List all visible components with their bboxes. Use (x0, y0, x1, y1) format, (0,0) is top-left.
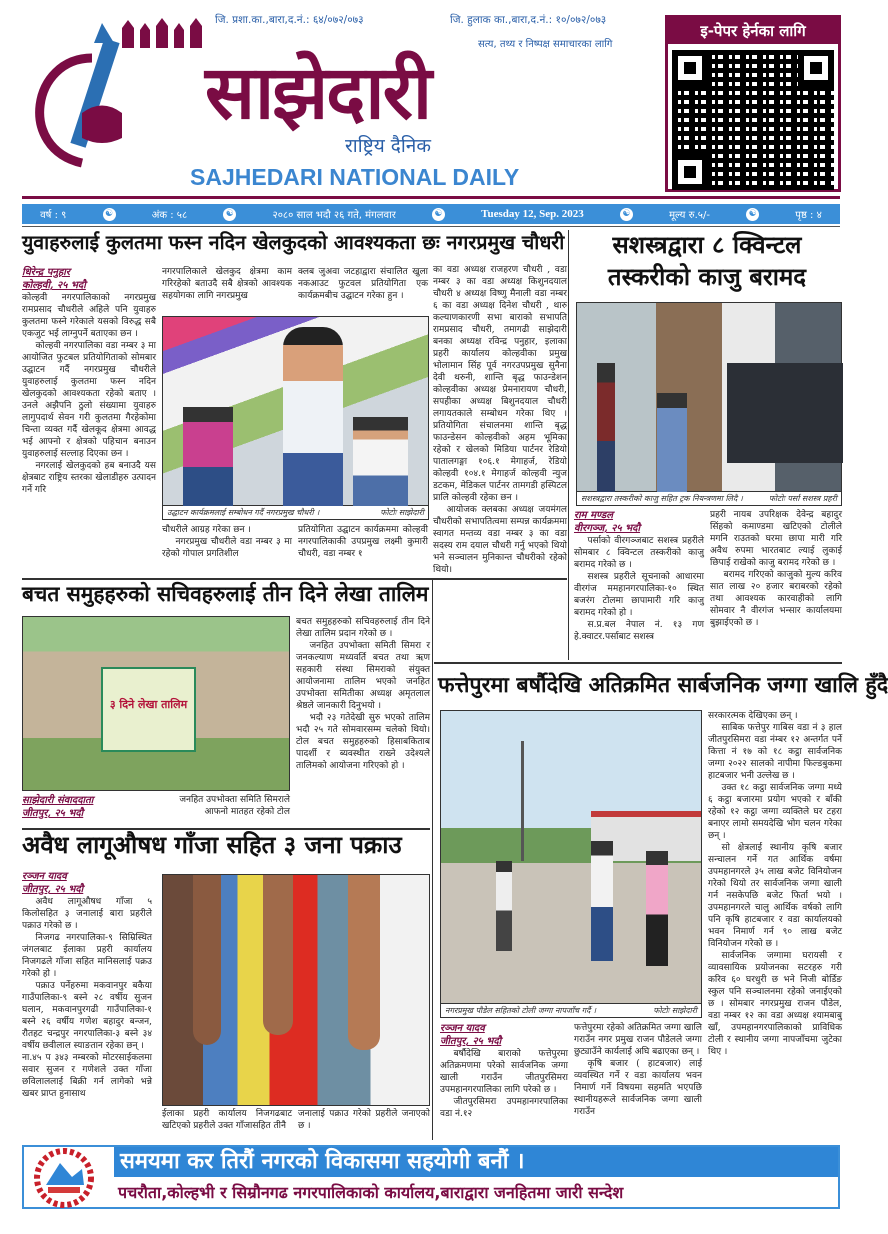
yin-yang-icon: ☯ (620, 208, 633, 221)
dateline: जीतपुर, २५ भदौ (22, 884, 84, 895)
horizontal-divider (22, 578, 567, 580)
page-number: पृष्ठ : ४ (795, 210, 822, 221)
column-1: राम मण्डल वीरगञ्ज, २५ भदौ पर्साको वीरगञ्जबाट सशस्त्र प्रहरीले सोमबार ८ क्विन्टल तस्करीको काजु बरामद गरेको छ । सशस्त्र प्रहरीले सूचनाको आधारमा वीरगंज ममहानगरपालिका-१० स्थित बजरंग टोलमा छापामारी गरि काजु बरामद गरेको हो । स.प्र.बल नेपाल नं. १३ गण हे.क्वाटर.पर्साबाट सशस्त्र (574, 510, 704, 642)
headline-line-2[interactable]: तस्करीको काजु बरामद (607, 263, 807, 291)
byline: रञ्जन यादव (440, 1023, 485, 1034)
column-1: रञ्जन यादव जीतपुर, २५ भदौ अवैध लागूऔषध गाँजा ५ किलोसहित ३ जनालाई बारा प्रहरीले पक्राउ गरेको छ । निजगढ नगरपालिका-९ सिम्रिस्थित जंगलबाट ईलाका प्रहरी कार्यालय निजगढले गाँजा सहित मानिसलाई पक्रउ गरेको हो । पक्राउ पर्नेहरुमा मकवानपुर बकैया गाउँपालिका-९ बस्ने २८ वर्षीय सुजन घलान, मकवानपुरगढी गाउँपालिका-१ बस्ने २६ वर्षीय गणेश बहादुर बन्जन, रौतहट चन्द्रपुर नगरपालिका-३ बस्ने ३४ वर्षीय छवीलाल स्याङतान रहेका छन् । ना.४५ प ३४३ नम्बरको मोटरसाईकलमा सवार सुजन र गणेशले उक्त गाँजा छविलाललाई बिक्री गर्न लागेको भन्ने खबर प्राप्त हुनासाथ (22, 871, 152, 1099)
column-3-bottom: प्रतियोगिता उद्घाटन कार्यक्रममा कोल्हवी नगरपालिकाकी उपप्रमुख लक्ष्मी कुमारी चौधरी, वडा नम्बर १ (298, 525, 428, 559)
price: मूल्य रु.५/- (669, 210, 710, 221)
byline: साझेदारी संवाददाता (22, 795, 94, 806)
byline: धिरेन्द्र पनुहार (22, 267, 70, 278)
photo-credit: फोटोः साझेदारी (380, 508, 424, 517)
issue-info-bar (22, 202, 840, 224)
photo-credit: फोटोः पर्सा सशस्त्र प्रहरी (768, 494, 837, 503)
issue: अंक : ५८ (151, 210, 188, 221)
vertical-divider (432, 580, 433, 1140)
column-2-bottom: चौधरीले आग्रह गरेका छन । नगरप्रमुख चौधरीले वडा नम्बर ३ मा रहेको गोपाल प्रगतिशील (162, 525, 292, 559)
story-cashew-seizure[interactable] (572, 230, 842, 660)
newspaper-title-logo: साझेदारी (205, 50, 431, 136)
municipality-tax-ad-banner (22, 1145, 840, 1209)
vertical-divider (568, 230, 569, 660)
dateline: जीतपुर, २५ भदौ (22, 808, 84, 819)
photo-credit: फोटोः साझेदारी (653, 1006, 697, 1015)
photo-land-survey (440, 710, 702, 1004)
pen-hand-logo-icon (22, 18, 212, 168)
english-title: SAJHEDARI NATIONAL DAILY (190, 164, 520, 190)
column-4: का वडा अध्यक्ष राजहरण चौधरी , वडा नम्बर ३ का वडा अध्यक्ष किशुनदयाल चौधरी ४ अध्यक्ष विष्णु मैनाली वडा नम्बर ६ का वडा अध्यक्ष दिनेश चौधरी , थारु कल्याणकारणी सभा बाराको सभापति रामप्रसाद चौधरी, तमागढी साझेदारी बनका अध्यक्ष रविन्द्र पनुहार, इलाका प्रहरी कार्यालय कोल्हवीका प्रमुख भोलामान सिंह पूर्व नगरउपप्रमुख सुनैना देवी थरुनी, शान्ति बृद्ध फाउन्डेशन कोल्हवीका अध्यक्ष प्रेमनारायण चौधरी, सपहीका अध्यक्ष बिशुनदयाल चौधरी लगायतकाले सम्बोधन गरेका थिए । प्रतियोगिता संचालनमा शान्ति बृद्ध फाउन्डेसन कोल्हवीको अहम भूमिका रहेको र खेलको मिडिया पार्टनर रेडियो पातालगङ्गा १०६.१ मेगाहर्ज, रेडियो कोल्हवी १०४.१ मेगाहर्ज कोल्हवी न्युज डटकम, मेडिकल पार्टनर तामगडी हस्पिटल प्रालि कोल्हवी रहेका छन । आयोजक क्लबका अध्यक्ष जयमंगल चौधरीको सभापतित्वमा सम्पन्न कार्यक्रममा स्वागत मन्तव्य वडा नम्बर ३ का वडा सदस्य राम दयाल चौधरी गर्नु भएको थियो भने सञ्चालन मुनिकान्त चौधरीको रहेको थियो। (433, 265, 567, 575)
story-accounting-training[interactable] (22, 582, 430, 827)
yin-yang-icon: ☯ (432, 208, 445, 221)
headline[interactable]: फत्तेपुरमा बर्षौदेखि अतिक्रमित सार्बजनिक जग्गा खालि हुँदै (438, 673, 888, 698)
masthead (0, 0, 860, 200)
headline[interactable]: अवैध लागूऔषध गाँजा सहित ३ जना पक्राउ (22, 831, 402, 859)
horizontal-divider (22, 828, 430, 830)
photo-caption: उद्घाटन कार्यक्रमलाई सम्बोधन गर्दै नगरप्रमुख चौधरी । फोटोः साझेदारी (162, 506, 429, 520)
column-1: रञ्जन यादव जीतपुर, २५ भदौ बर्षौदेखि बाराको फत्तेपुरमा अतिक्रमणमा परेको सार्वजनिक जग्गा खाली गराउँन जीतपुरसिमरा उपमहानगरपालिका लागि परेको छ । जीतपुरसिमरा उपमहानगरपालिका वडा नं.१२ (440, 1023, 568, 1119)
story-fattepur-land[interactable] (434, 662, 888, 1140)
masthead-rule (22, 196, 840, 199)
headline-line-1[interactable]: सशस्त्रद्वारा ८ क्विन्टल (612, 231, 802, 259)
headline[interactable]: बचत समुहहरुको सचिवहरुलाई तीन दिने लेखा तालिम (22, 582, 429, 606)
byline: राम मण्डल (574, 510, 614, 521)
photo-caption: सशस्त्रद्वारा तस्करीको काजु सहित ट्रक नियन्त्रणमा लिदै । फोटोः पर्सा सशस्त्र प्रहरी (576, 492, 842, 506)
story-football-article[interactable] (22, 230, 567, 578)
subtitle: राष्ट्रिय दैनिक (345, 135, 431, 157)
epaper-label: इ-पेपर हेर्नका लागि (668, 18, 838, 44)
photo-training-group (22, 616, 290, 791)
qr-code-icon[interactable] (672, 50, 834, 190)
column-2: ईलाका प्रहरी कार्यालय निजगढबाट खटिएको प्रहरीले उक्त गाँजासहित तीनै (162, 1109, 292, 1131)
column-2: प्रहरी नायब उपरिक्षक देवेन्द्र बहादुर सिंहको कमाण्डमा खटिएको टोलीले मगनि राउतको घरमा छापा मारी गरि अवैध रुपमा भारतबाट ल्याई लुकाई छिपाई राखेको काजु बरामद गरेको छ । बरामद गरिएको काजुको मुल्य करिव सात लाख २० हजार बराबरको रहेको तथा आवश्यक कारवाहीको लागि सोमवार नै वीरगंज भन्सार कार्यालयमा बुझाईएको छ । (710, 510, 842, 628)
yin-yang-icon: ☯ (223, 208, 236, 221)
dateline: जीतपुर, २५ भदौ (440, 1036, 502, 1047)
banner-line-1: समयमा कर तिरौं नगरको विकासमा सहयोगी बनौं । (114, 1147, 838, 1177)
admin-registration: जि. प्रशा.का.,बारा,द.नं.: ६४/०७२/०७३ (215, 14, 364, 26)
byline-block (22, 794, 152, 826)
date-english: Tuesday 12, Sep. 2023 (481, 208, 584, 220)
dateline: कोल्हवी, २५ भदौ (22, 280, 86, 291)
tagline: सत्य, तथ्य र निष्पक्ष समाचारका लागि (478, 39, 613, 50)
photo-mayor-speech (162, 316, 429, 506)
yin-yang-icon: ☯ (746, 208, 759, 221)
story-cannabis-arrest[interactable] (22, 832, 430, 1140)
date-nepali: २०८० साल भदौ २६ गते, मंगलवार (272, 210, 396, 221)
column-1: धिरेन्द्र पनुहार कोल्हवी, २५ भदौ कोल्हवी नगरपालिकाको नगरप्रमुख रामप्रसाद चौधरीले अहिले पनि युवाहरु कुलतमा फस्ने गरेकाले यसको विरुद्ध सबै एकजुट भई लाग्नुपर्ने बताएका छन । कोल्हवी नगरपालिका वडा नम्बर ३ मा आयोजित फुटबल प्रतियोगिताको सोमबार उद्घाटन गर्दै नगरप्रमुख चौधरीले युवाहरुलाई कुलतमा फस्न नदिन खेलकुदको आवश्यकता रहेको बताए । उनले अझैपनि ठुलो संख्यामा युवाहरु लागुपदार्थ सेवन गरी कुलतमा गैरहेकोमा चिन्ता व्यक्त गर्दै खेलकूद क्षेत्रमा आवद्ध भई आफ्नो र क्षेत्रको पहिचान बनाउन युवाहरुलाई सल्लाह दिएका छन । नगरलाई खेलकुदको हब बनाउदै यस क्षेत्रबाट राष्ट्रिय स्तरका खेलाडीहरु उत्पादन गर्ने गरि (22, 267, 156, 495)
right-column: सरकारत्मक देखिएका छन् । साबिक फत्तेपुर गाबिस वडा नं ३ हाल जीतपुरसिमरा वडा नंम्बर १२ अन्तर्गत पर्ने कित्ता नं १७ को १८ कट्ठा सार्वजनिक जग्गा २०२२ सालको नापीमा फिल्डबुकमा हाटबजार भनी उल्लेख छ । उक्त १८ कट्ठा सार्वजनिक जग्गा मध्ये ६ कट्ठा बजारमा प्रयोग भएको र बाँकी रहेको १२ कट्ठा जग्गा व्यक्तिले घर टहरा बनाएर लामो समयदेखि भोग चलन गरेका छन् । सो क्षेत्रलाई स्थानीय कृषि बजार सन्चालन गर्ने गत आर्थिक वर्षमा उपमहानगरले ३५ लाख बजेट विनियोजन गरेको थियो तर सार्वजनिक जग्गा खाली गर्न नसकेपछि बजेट फिर्ता भयो । उपमहानगरले चालु आर्थिक वर्षको लागि पनि कृषि हाटबजार र वडा कार्यालयको भवन निमार्ण गर्न ९० लाख बजेट विनियोजन गरेको छ । सार्वजनिक जग्गामा घरायसी र व्यावसायिक प्रयोजनका सटरहरु गरी करिव ६० घरधुरी छ भने निजी बोर्डिङ स्कुल पनि सञ्चालनमा रहेको जनाईएको छ । सोमबार नगरप्रमुख राजन पौडेल, वडा नम्बर १२ का वडा अध्यक्ष श्यामबाबु खाँ, उपमहानगरपालिकाको प्राविधिक टोली र स्थानीय जग्गा नापजाँचमा जुटेका थिए । (708, 711, 842, 1057)
byline: रञ्जन यादव (22, 871, 67, 882)
epaper-qr-box[interactable] (665, 15, 841, 192)
headline[interactable]: युवाहरुलाई कुलतमा फस्न नदिन खेलकुदको आवश्यकता छः नगरप्रमुख चौधरी (22, 231, 565, 254)
dateline: वीरगञ्ज, २५ भदौ (574, 523, 641, 534)
column-2: फत्तेपुरमा रहेको अतिक्रमित जग्गा खालि गराउँन नगर प्रमुख राजन पौडेलले जग्गा छुट्याउँने कार्यलाई अघि बढाएका छन् । कृषि बजार ( हाटबजार) लाई व्यवस्थित गर्ने र वडा कार्यालय भवन निमार्ण गर्ने विषयमा सहमति भएपछि स्थानीयहरूले सार्वजनिक जग्गा खाली गराउँन (574, 1023, 702, 1117)
postal-registration: जि. हुलाक का.,बारा,द.नं.: १०/०७२/०७३ (450, 14, 607, 26)
nepal-emblem-icon (28, 1149, 100, 1207)
right-column: बचत समुहहरुको सचिवहरुलाई तीन दिने लेखा तालिम प्रदान गरेको छ । जनहित उपभोक्ता समिती सिमरा र जनकल्याण मध्यवर्ति बचत तथा ऋण सहकारी संस्था सिमराको संयुक्त आयोजनामा तालिम भएको जनहित उपभोक्ता समितीका अध्यक्ष अमृतलाल श्रेष्ठले जानकारी दिनुभयो । भदौ २३ गतेदेखी सुरु भएको तालिम भदौ २५ गते सोमवारसम्म चलेको थियो। टोल बचत समुहहरुको हिसाबकिताब पादर्शी र ब्यवस्थीत राख्ने उदेश्यले तालिमको आयोजना गरिएको हो । (296, 617, 430, 771)
column-3: जनालाई पक्राउ गरेको प्रहरीले जनाएको छ । (298, 1109, 430, 1131)
infobar-rule (22, 226, 840, 227)
column-2-top: नगरपालिकाले खेलकुद क्षेत्रमा काम गरिरहेको बताउदै सबै क्षेत्रको आवश्यक सहयोगका लागि नगरप्रमुख (162, 267, 292, 301)
under-photo-text: जनहित उपभोक्ता समिति सिमराले आफनो मातहत रहेको टोल (179, 795, 290, 817)
yin-yang-icon: ☯ (103, 208, 116, 221)
photo-handcuffed-hands (162, 874, 430, 1106)
column-3-top: क्लब जुअवा जटहाद्वारा संचालित खुला नकआउट फुटवल प्रतियोगिता एक कार्यक्रमबीच उद्घाटन गरेका हुन । (298, 267, 428, 301)
photo-caption: नगरप्रमुख पौडेल सहितको टोली जग्गा नापजाँच गर्दै । फोटोः साझेदारी (440, 1004, 702, 1018)
banner-line-2: पचरौता,कोल्हभी र सिम्रौनगढ नगरपालिकाको कार्यालय,बाराद्वारा जनहितमा जारी सन्देश (118, 1183, 624, 1202)
photo-truck-seizure (576, 302, 842, 492)
training-banner-text: ३ दिने लेखा तालिम (109, 698, 188, 711)
year: वर्ष : ९ (40, 210, 67, 221)
